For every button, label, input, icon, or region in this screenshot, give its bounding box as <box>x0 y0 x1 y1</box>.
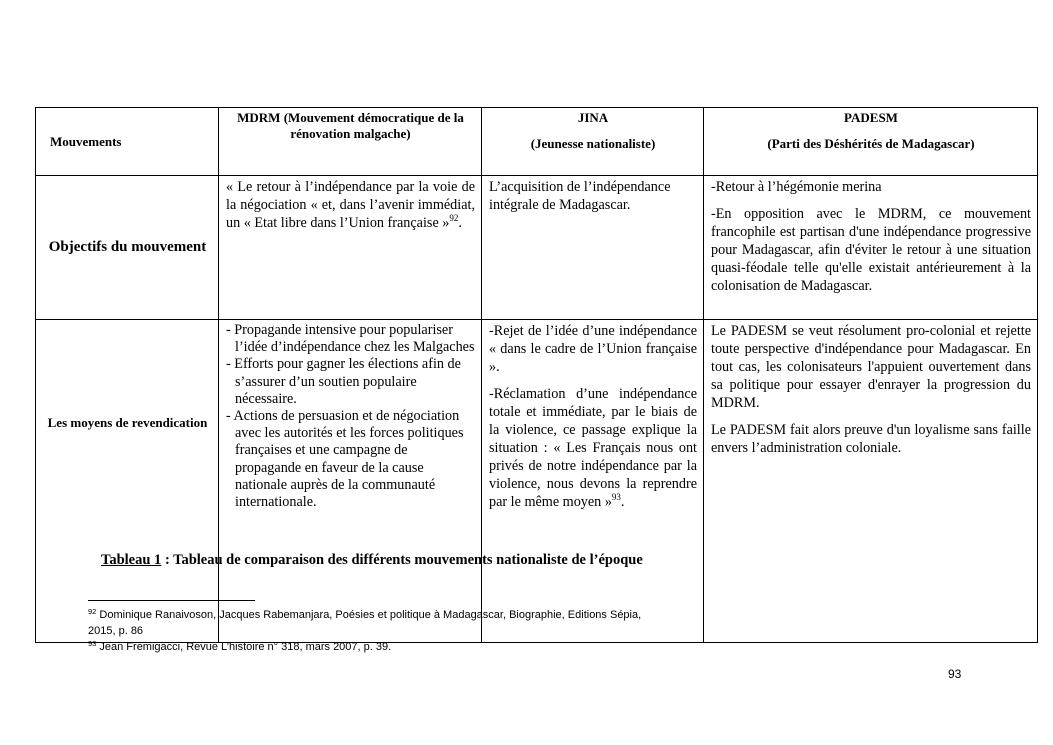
cell-padesm-moyens: Le PADESM se veut résolument pro-colonial et rejette toute perspective d'indépendance pour Madagascar. En tout cas, les colonisateurs l'appuient ouvertement dans sa politique pour essayer d'enrayer la progression du MDRM. Le PADESM fait alors preuve d'un loyalisme sans faille envers l’administration coloniale. <box>704 320 1038 643</box>
list-item: - Efforts pour gagner les élections afin de s’assurer d’un soutien populaire nécessaire. <box>226 356 461 407</box>
mdrm-moyens-list <box>226 322 475 511</box>
cell-mdrm-moyens <box>219 320 482 643</box>
cell-padesm-objectifs: -Retour à l’hégémonie merina -En opposition avec le MDRM, ce mouvement francophile est partisan d'une indépendance progressive pour Madagascar, afin d'éviter le retour à une situation quasi-féodale telle qu'elle existait antérieurement à la colonisation de Madagascar. <box>704 176 1038 320</box>
list-item: - Actions de persuasion et de négociation avec les autorités et les forces politiques françaises et une campagne de propagande en faveur de la cause nationale auprès de la communauté internationale. <box>226 408 464 511</box>
list-item: - Propagande intensive pour populariser l’idée d’indépendance chez les Malgaches <box>226 322 475 356</box>
table-caption: Tableau 1 : Tableau de comparaison des différents mouvements nationaliste de l’époque <box>101 552 643 568</box>
page-number: 93 <box>948 667 962 681</box>
row-label-objectifs: Objectifs du mouvement <box>36 176 219 320</box>
table-row-objectifs <box>36 176 1038 320</box>
header-jina: JINA (Jeunesse nationaliste) <box>482 108 704 176</box>
header-padesm: PADESM (Parti des Déshérités de Madagascar) <box>704 108 1038 176</box>
cell-jina-objectifs: L’acquisition de l’indépendance intégrale de Madagascar. <box>482 176 704 320</box>
footnote-ref-92[interactable]: 92 <box>449 213 459 223</box>
cell-jina-moyens: -Rejet de l’idée d’une indépendance « dans le cadre de l’Union française ». -Réclamation d’une indépendance totale et immédiate, par le biais de la violence, ce passage explique la situation : « Les Français nous ont privés de notre indépendance par la violence, nous devons la reprendre par le même moyen »$^{93}$. <box>482 320 704 643</box>
table-row-moyens <box>36 320 1038 643</box>
cell-mdrm-objectifs: « Le retour à l’indépendance par la voie de la négociation « et, dans l’avenir immédiat, un « Etat libre dans l’Union française »$^{92}$. <box>219 176 482 320</box>
footnote-93: $^{93}$ Jean Fremigacci, Revue L’histoire n° 318, mars 2007, p. 39. <box>88 639 392 653</box>
footnote-divider <box>88 600 255 601</box>
footnote-ref-93[interactable]: 93 <box>611 492 621 502</box>
table-header-row <box>36 108 1038 176</box>
header-mdrm: MDRM (Mouvement démocratique de la rénovation malgache) <box>219 108 482 176</box>
row-label-moyens: Les moyens de revendication <box>36 320 219 643</box>
footnote-92: $^{92}$ Dominique Ranaivoson, Jacques Rabemanjara, Poésies et politique à Madagascar, Biographie, Editions Sépia, 2015, p. 86 <box>88 607 642 637</box>
header-mouvements: Mouvements <box>36 108 219 176</box>
